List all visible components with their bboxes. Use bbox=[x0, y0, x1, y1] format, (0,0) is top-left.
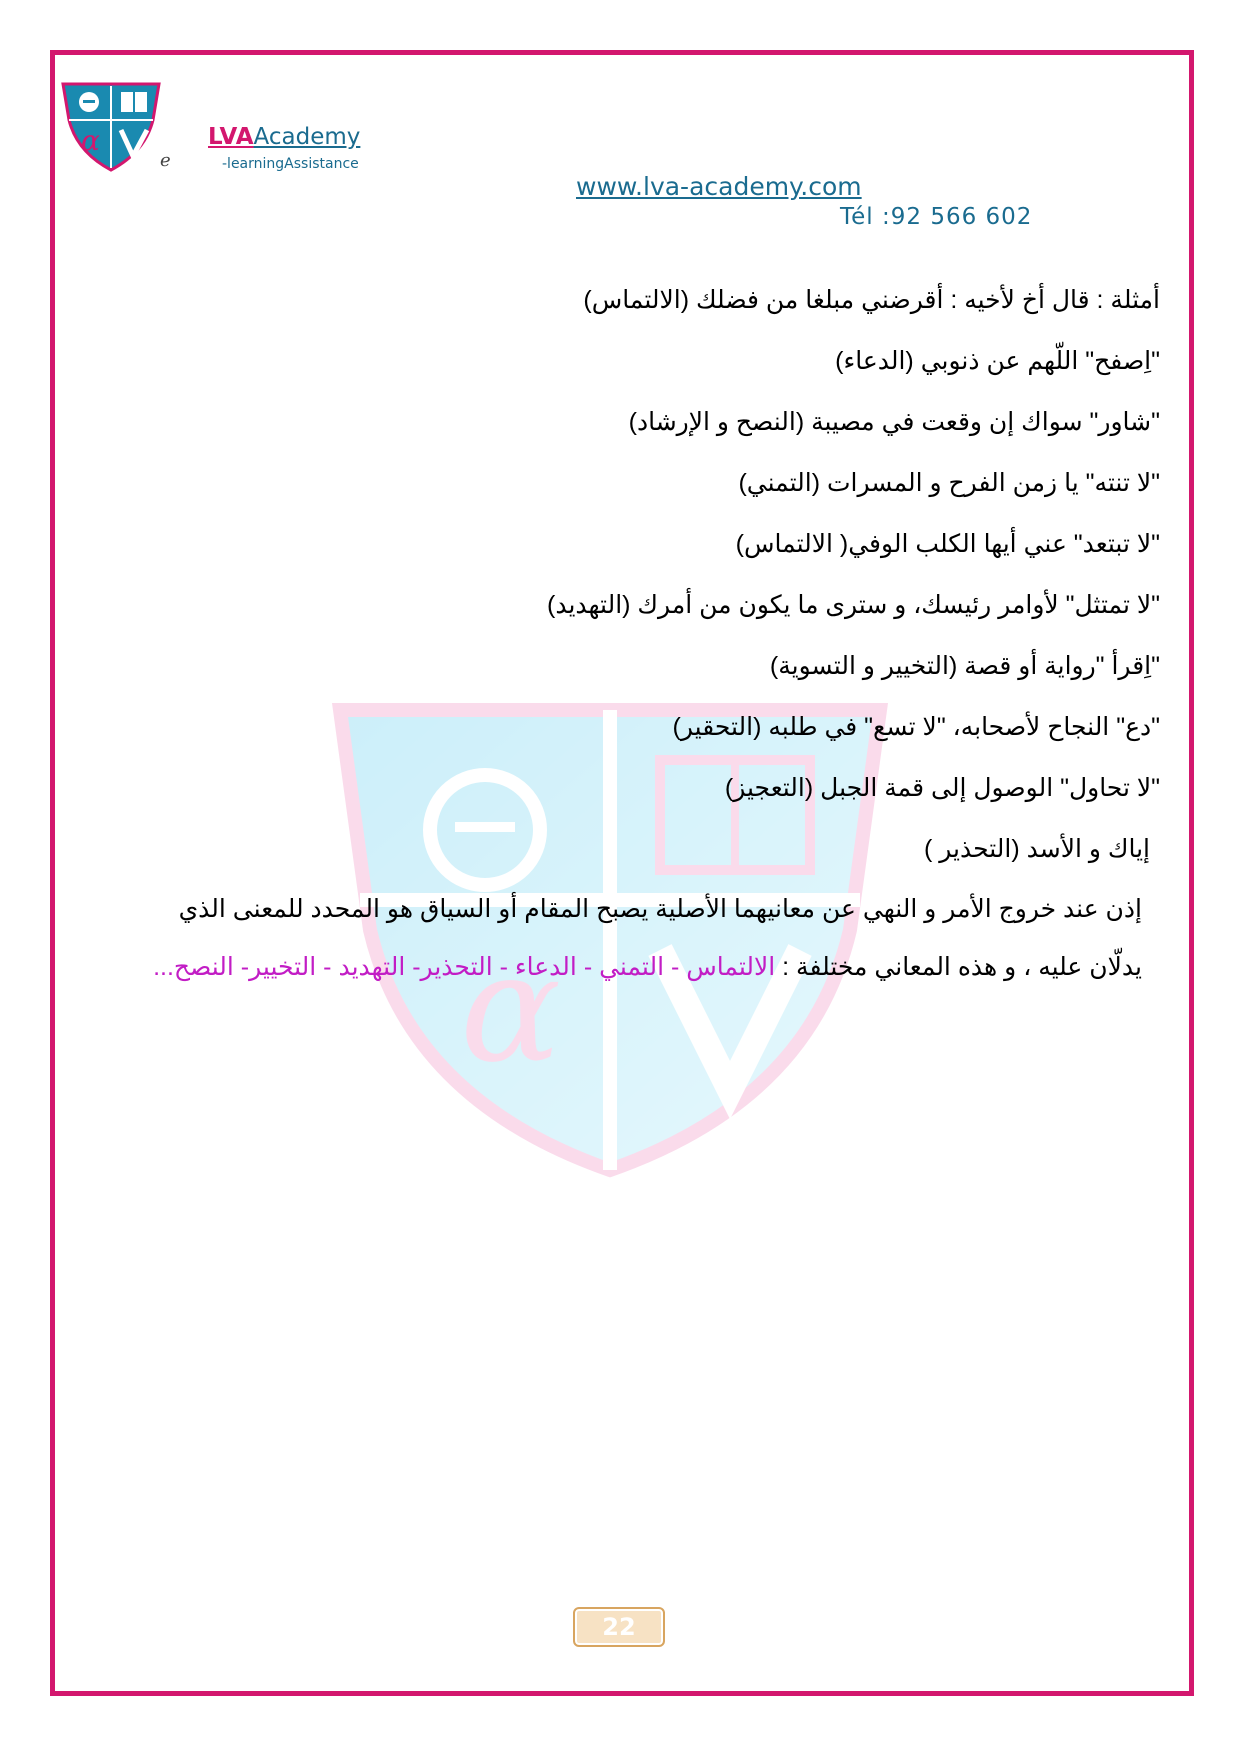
example-line: "اِصفح" اللّهم عن ذنوبي (الدعاء) bbox=[835, 347, 1160, 375]
conclusion-text: إذن عند خروج الأمر و النهي عن معانيهما الأصلية يصبح المقام أو السياق هو المحدد للمعنى الذي يدلّان عليه ، و هذه المعاني مختلفة : bbox=[178, 895, 1142, 981]
example-line: "لا تبتعد" عني أيها الكلب الوفي( الالتماس) bbox=[735, 530, 1160, 558]
logo-e-letter: e bbox=[160, 150, 171, 171]
conclusion-paragraph bbox=[120, 880, 1160, 996]
example-line: أمثلة : قال أخ لأخيه : أقرضني مبلغا من فضلك (الالتماس) bbox=[583, 286, 1160, 314]
example-line: "شاور" سواك إن وقعت في مصيبة (النصح و الإرشاد) bbox=[628, 408, 1160, 436]
brand-tagline: -learningAssistance bbox=[222, 156, 359, 172]
page-number: 22 bbox=[573, 1607, 665, 1647]
example-line: "لا تمتثل" لأوامر رئيسك، و سترى ما يكون من أمرك (التهديد) bbox=[547, 591, 1160, 619]
website-link[interactable]: www.lva-academy.com bbox=[576, 172, 862, 201]
academy-logo-icon bbox=[57, 80, 165, 172]
example-line: "اِقرأ "رواية أو قصة (التخيير و التسوية) bbox=[769, 652, 1160, 680]
example-line: إياك و الأسد (التحذير ) bbox=[923, 835, 1150, 863]
svg-text:α: α bbox=[460, 922, 562, 1096]
example-line: "لا تحاول" الوصول إلى قمة الجبل (التعجيز) bbox=[724, 774, 1160, 802]
meanings-list: الالتماس - التمني - الدعاء - التحذير- التهديد - التخيير- النصح... bbox=[153, 953, 783, 981]
document-body bbox=[120, 270, 1160, 996]
example-line: "لا تنته" يا زمن الفرح و المسرات (التمني) bbox=[738, 469, 1160, 497]
phone-number: Tél :92 566 602 bbox=[840, 204, 1033, 230]
brand-prefix: LVA bbox=[208, 124, 254, 150]
brand-suffix: Academy bbox=[253, 124, 361, 150]
svg-text:α: α bbox=[81, 124, 100, 157]
example-line: "دع" النجاح لأصحابه، "لا تسع" في طلبه (التحقير) bbox=[672, 713, 1160, 741]
brand-name bbox=[208, 124, 360, 150]
